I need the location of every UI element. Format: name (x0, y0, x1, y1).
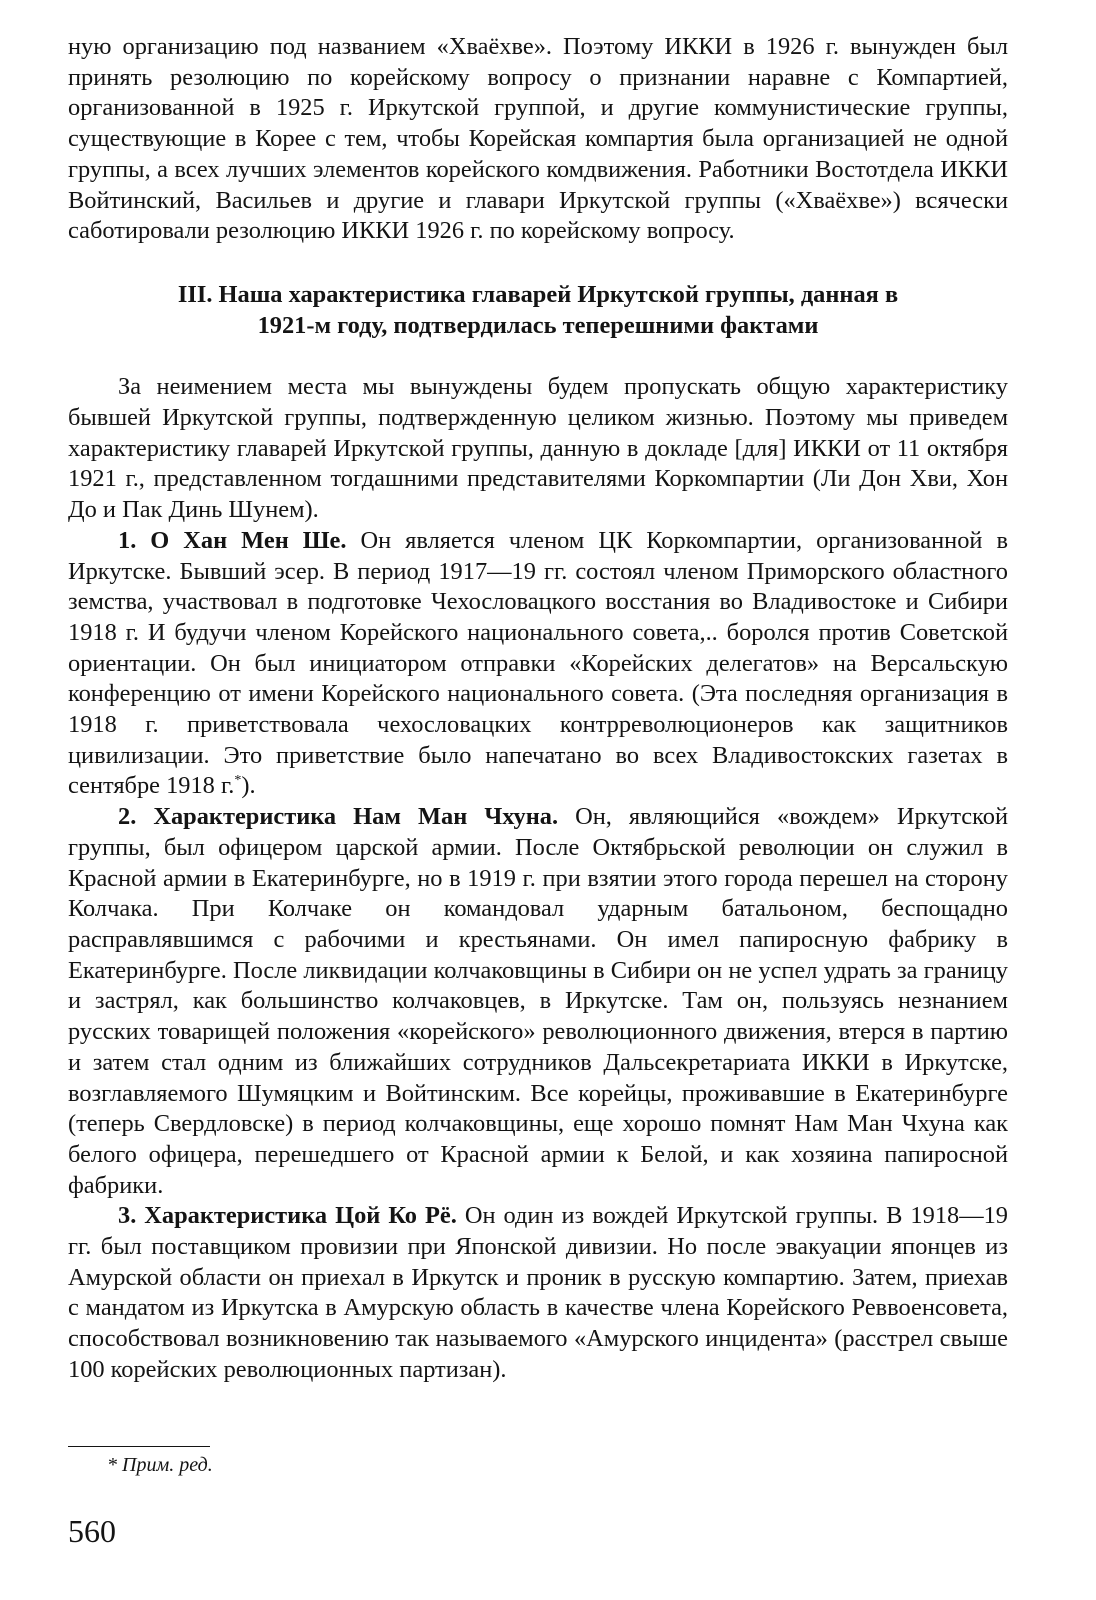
section-heading (68, 280, 1008, 341)
item-2-text: Он, являющийся «вождем» Иркутской группы, был офицером царской армии. После Октябрьской революции он служил в Красной армии в Екатеринбурге, но в 1919 г. при взятии этого города перешел на сторону Колчака. При Колчаке он командовал ударным батальоном, беспощадно расправлявшимся с рабочими и крестьянами. Он имел папиросную фабрику в Екатеринбурге. После ликвидации колчаковщины в Сибири он не успел удрать за границу и застрял, как большинство колчаковцев, в Иркутске. Там он, пользуясь незнанием русских товарищей положения «корейского» революционного движения, втерся в партию и затем стал одним из ближайших сотрудников Дальсекретариата ИККИ в Иркутске, возглавляемого Шумяцким и Войтинским. Все корейцы, проживавшие в Екатеринбурге (теперь Свердловске) в период колчаковщины, еще хорошо помнят Нам Ман Чхуна как белого офицера, перешедшего от Красной армии к Белой, и как хозяина папиросной фабрики. (68, 803, 1008, 1199)
paragraph-item-3 (68, 1201, 1008, 1385)
footnote-divider (68, 1446, 210, 1447)
page-body (68, 32, 1008, 1386)
paragraph-item-2 (68, 802, 1008, 1201)
item-3-text: Он один из вождей Иркутской группы. В 1918—19 гг. был поставщиком провизии при Японской дивизии. Но после эвакуации японцев из Амурской области он приехал в Иркутск и проник в русскую компартию. Затем, приехав с мандатом из Иркутска в Амурскую область в качестве члена Корейского Реввоенсовета, способствовал возникновению так называемого «Амурского инцидента» (расстрел свыше 100 корейских революционных партизан). (68, 1202, 1008, 1383)
item-2-lead: 2. Характеристика Нам Ман Чхуна. (118, 803, 559, 831)
section-heading-line-2: 1921-м году, подтвердилась теперешними фактами (257, 311, 819, 339)
item-1-text: Он является членом ЦК Коркомпартии, организованной в Иркутске. Бывший эсер. В период 1917—19 гг. состоял членом Приморского областного земства, участвовал в подготовке Чехословацкого восстания во Владивостоке и Сибири 1918 г. И будучи членом Корейского национального совета,.. боролся против Советской ориентации. Он был инициатором отправки «Корейских делегатов» на Версальскую конференцию от имени Корейского национального совета. (Эта последняя организация в 1918 г. приветствовала чехословацких контрреволюционеров как защитников цивилизации. Это приветствие было напечатано во всех Владивостокских газетах в сентябре 1918 г. (68, 526, 1008, 800)
footnote: * Прим. ред. (107, 1454, 213, 1476)
paragraph-item-1 (68, 526, 1008, 802)
paragraph-preface: За неимением места мы вынуждены будем пропускать общую характеристику бывшей Иркутской группы, подтвержденную целиком жизнью. Поэтому мы приведем характеристику главарей Иркутской группы, данную в докладе [для] ИККИ от 11 октября 1921 г., представленном тогдашними представителями Коркомпартии (Ли Дон Хви, Хон До и Пак Динь Шунем). (68, 373, 1008, 524)
item-1-lead: 1. О Хан Мен Ше. (118, 526, 347, 554)
footnote-mark: * (234, 773, 242, 789)
item-1-end: ). (241, 772, 256, 800)
section-heading-line-1: III. Наша характеристика главарей Иркутской группы, данная в (177, 280, 899, 308)
item-3-lead: 3. Характеристика Цой Ко Рё. (118, 1202, 457, 1230)
page-number: 560 (68, 1513, 116, 1549)
paragraph-intro: ную организацию под названием «Хваёхве». Поэтому ИККИ в 1926 г. вынужден был принять резолюцию по корейскому вопросу о признании наравне с Компартией, организованной в 1925 г. Иркутской группой, и другие коммунистические группы, существующие в Корее с тем, чтобы Корейская компартия была организацией не одной группы, а всех лучших элементов корейского комдвижения. Работники Востотдела ИККИ Войтинский, Васильев и другие и главари Иркутской группы («Хваёхве») всячески саботировали резолюцию ИККИ 1926 г. по корейскому вопросу. (68, 33, 1008, 245)
